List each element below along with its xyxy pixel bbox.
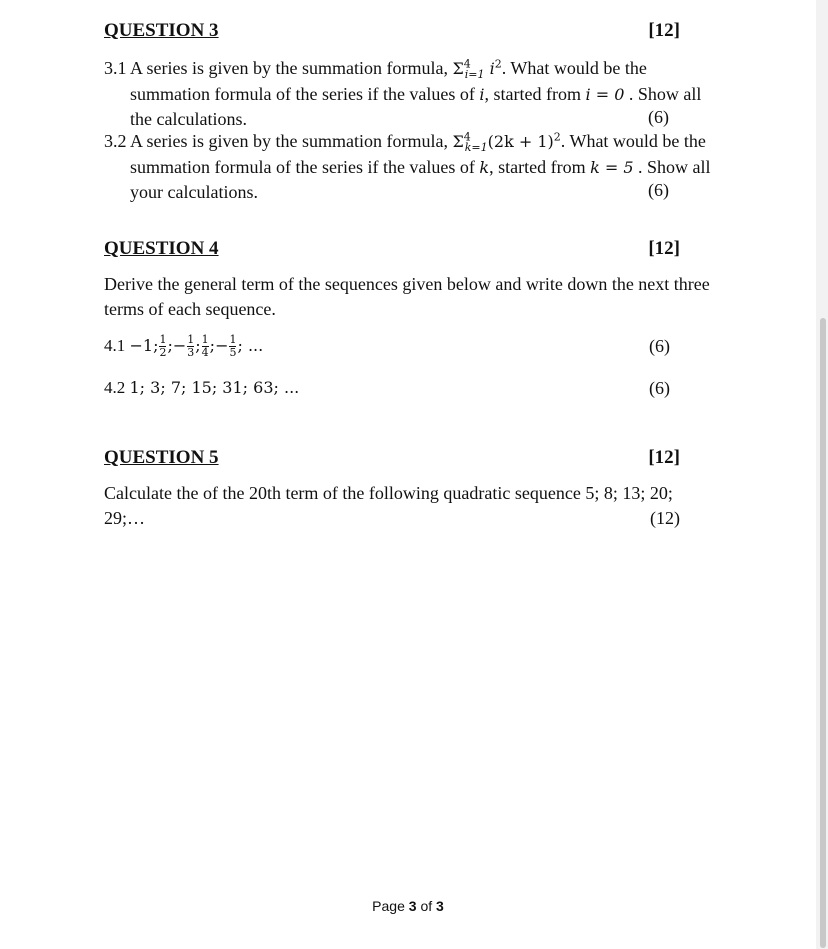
item-number: 4.1 xyxy=(104,336,126,355)
question-3-2 xyxy=(104,129,724,205)
item-number: 4.2 xyxy=(104,378,126,397)
scrollbar-thumb[interactable] xyxy=(820,318,826,948)
question-5-heading xyxy=(104,447,680,469)
question-5-text xyxy=(104,481,724,530)
footer-of-label: of xyxy=(416,898,437,914)
item-text: . Show all the calculations. xyxy=(130,83,702,129)
summation-formula: $\Sigma^4_{i=1}$ $i^2$ xyxy=(452,57,502,82)
item-marks: (12) xyxy=(650,507,680,528)
question-5-line-2: 29;… xyxy=(104,507,146,528)
summation-formula: $\Sigma^4_{k=1}(2k + 1)^2$ xyxy=(452,130,561,155)
item-text: A series is given by the summation formula, xyxy=(130,131,453,151)
start-value: k = 5 xyxy=(590,157,634,177)
item-number: 3.1 xyxy=(104,58,127,78)
item-marks: (6) xyxy=(649,378,670,398)
page-footer xyxy=(0,898,816,914)
variable: k xyxy=(479,157,490,177)
question-5-title: QUESTION 5 xyxy=(104,447,219,468)
start-value: i = 0 xyxy=(585,84,625,104)
question-3-1 xyxy=(104,56,724,132)
item-text: , started from xyxy=(489,156,591,177)
question-4-marks: [12] xyxy=(648,238,680,259)
question-4-title: QUESTION 4 xyxy=(104,238,219,259)
footer-total-pages: 3 xyxy=(436,898,444,914)
item-marks: (6) xyxy=(649,336,670,356)
item-number: 3.2 xyxy=(104,131,127,151)
question-4-2 xyxy=(104,376,680,400)
scrollbar-track[interactable] xyxy=(816,0,828,949)
item-text: . Show all your calculations. xyxy=(130,156,711,202)
item-text: , started from xyxy=(484,83,586,104)
item-text: A series is given by the summation formula, xyxy=(130,58,453,78)
question-4-1 xyxy=(104,334,680,359)
question-5-marks: [12] xyxy=(648,447,680,468)
item-text: . What would be the summation formula of the series if the values of xyxy=(130,131,706,177)
sequence-4-1: −1; $\frac{1}{2}$ ;− $\frac{1}{3}$ ; $\frac{1}{4}$ ;− $\frac{1}{5}$ ; ... xyxy=(129,333,264,359)
question-3-heading xyxy=(104,20,680,42)
question-4-heading xyxy=(104,238,680,260)
footer-page-label: Page xyxy=(372,898,409,914)
sequence-4-2: 1; 3; 7; 15; 31; 63; ... xyxy=(129,378,300,397)
question-5-line-1: Calculate the of the 20th term of the following quadratic sequence 5; 8; 13; 20; xyxy=(104,483,673,503)
question-4-intro: Derive the general term of the sequences given below and write down the next three terms of each sequence. xyxy=(104,274,710,319)
item-marks: (6) xyxy=(648,107,669,127)
item-marks: (6) xyxy=(648,180,669,200)
variable: i xyxy=(479,84,485,104)
footer-current-page: 3 xyxy=(408,898,417,914)
question-3-marks: [12] xyxy=(648,20,680,41)
item-text: . What would be the summation formula of the series if the values of xyxy=(130,58,647,104)
question-3-title: QUESTION 3 xyxy=(104,20,219,41)
